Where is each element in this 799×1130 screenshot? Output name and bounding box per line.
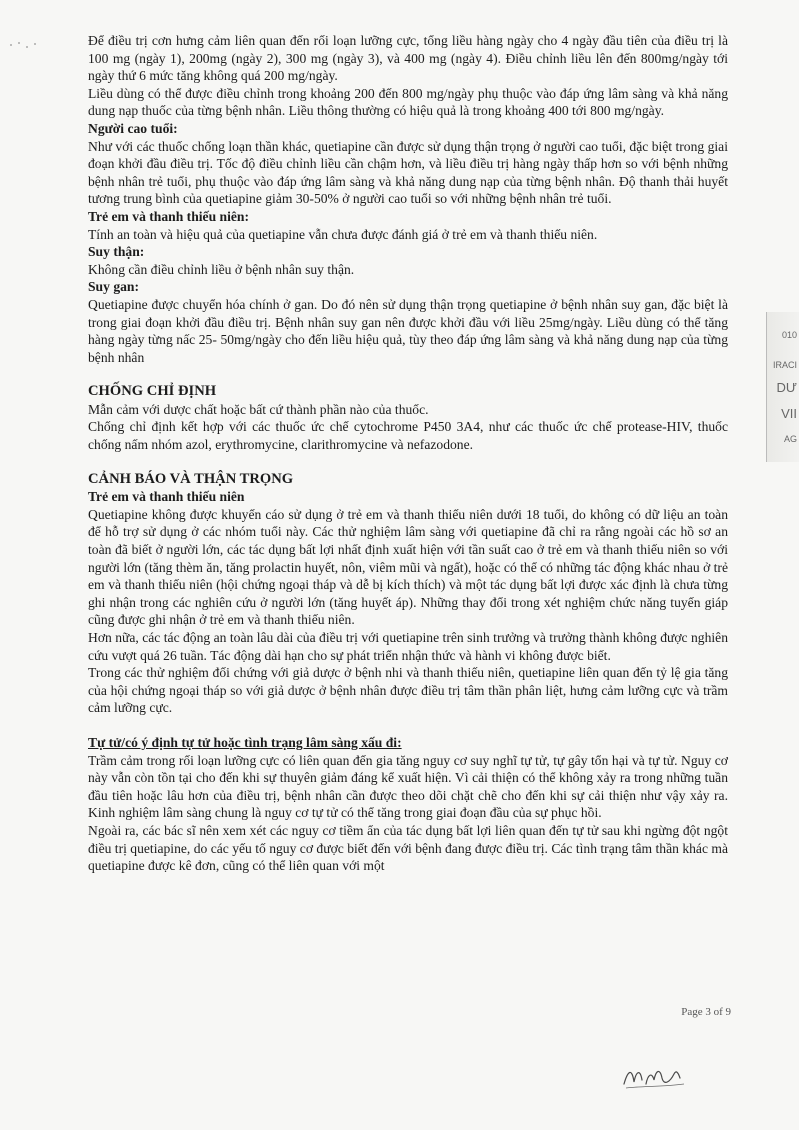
scan-speckles — [8, 40, 48, 54]
renal-text: Không cần điều chỉnh liều ở bệnh nhân suy thận. — [88, 261, 355, 277]
renal-heading: Suy thận: — [88, 244, 145, 260]
bipolar-mania-paragraph-1: Để điều trị cơn hưng cảm liên quan đến rối loạn lưỡng cực, tổng liều hàng ngày cho 4 ngày đầu tiên của điều trị là 100 mg (ngày 1), 200mg (ngày 2), 300 mg (ngày 3), và 400 mg (ngày 4). Điều chỉnh liều lên đến 800mg/ngày tới ngày thứ 6 mức tăng không quá 200 mg/ngày. — [88, 33, 728, 84]
bipolar-mania-paragraph-2: Liều dùng có thể được điều chỉnh trong khoảng 200 đến 800 mg/ngày phụ thuộc vào đáp ứng lâm sàng và khả năng dung nạp thuốc của từng bệnh nhân. Liều thông thường có hiệu quả là trong khoảng 400 tới 800 mg/ngày. — [88, 85, 728, 119]
warnings-children-heading: Trẻ em và thanh thiếu niên — [88, 489, 245, 505]
children-heading: Trẻ em và thanh thiếu niên: — [88, 208, 249, 224]
edge-fragment: IRACI — [772, 360, 797, 370]
warnings-paragraph-1: Quetiapine không được khuyến cáo sử dụng ở trẻ em và thanh thiếu niên dưới 18 tuổi, do không có dữ liệu an toàn để hỗ trợ sử dụng ở các nhóm tuổi này. Các thử nghiệm lâm sàng với quetiapine đã chỉ ra rằng ngoài các hồ sơ an toàn đã biết ở người lớn, các tác dụng bất lợi nhất định xuất hiện với tần suất cao ở trẻ em và thanh thiếu niên so với người lớn (tăng thèm ăn, tăng prolactin huyết, nôn, viêm mũi và ngất), hoặc có thể có những tác động khác nhau ở trẻ em và thanh thiếu niên (hội chứng ngoại tháp và dễ bị kích thích) và một tác dụng bất lợi được xác định là chưa từng ghi nhận trong các nghiên cứu ở người lớn (tăng huyết áp). Những thay đổi trong xét nghiệm chức năng tuyến giáp cũng được ghi nhận ở trẻ em và thanh thiếu niên. — [88, 506, 728, 628]
elderly-heading: Người cao tuổi: — [88, 120, 178, 136]
page-number: Page 3 of 9 — [681, 1006, 731, 1018]
edge-fragment: DƯ — [776, 380, 797, 395]
edge-fragment: AG — [783, 434, 797, 444]
contraindications-paragraph-2: Chống chỉ định kết hợp với các thuốc ức chế cytochrome P450 3A4, như các thuốc ức chế protease-HIV, thuốc chống nấm nhóm azol, erythromycine, clarithromycine và nefazodone. — [88, 419, 728, 453]
handwritten-signature — [618, 1058, 690, 1094]
children-text: Tính an toàn và hiệu quả của quetiapine vẫn chưa được đánh giá ở trẻ em và thanh thiếu niên. — [88, 226, 598, 242]
contraindications-paragraph-1: Mẫn cảm với dược chất hoặc bất cứ thành phần nào của thuốc. — [88, 401, 429, 417]
hepatic-text: Quetiapine được chuyển hóa chính ở gan. Do đó nên sử dụng thận trọng quetiapine ở bệnh nhân suy gan, đặc biệt là trong giai đoạn khởi đầu điều trị. Bệnh nhân suy gan nên được khởi đầu với liều 25mg/ngày. Liều dùng có thể tăng hàng ngày từng nấc 25- 50mg/ngày cho đến liều hiệu quả, tùy theo đáp ứng lâm sàng và khả năng dung nạp của từng bệnh nhân — [88, 296, 728, 365]
page-body — [88, 32, 728, 875]
suicide-paragraph-1: Trầm cảm trong rối loạn lưỡng cực có liên quan đến gia tăng nguy cơ suy nghĩ tự tử, tự gây tổn hại và tự tử. Nguy cơ này vẫn còn tồn tại cho đến khi sự thuyên giảm đáng kể xuất hiện. Vì cải thiện có thể không xảy ra trong những tuần đầu tiên hoặc lâu hơn của điều trị, bệnh nhân cần được theo dõi chặt chẽ cho đến khi sự cải thiện như vậy xảy ra. Kinh nghiệm lâm sàng chung là nguy cơ tự tử có thể tăng trong giai đoạn đầu của sự phục hồi. — [88, 752, 728, 821]
elderly-text: Như với các thuốc chống loạn thần khác, quetiapine cần được sử dụng thận trọng ở người cao tuổi, đặc biệt trong giai đoạn khởi đầu điều trị. Tốc độ điều chỉnh liều cần chậm hơn, và liều điều trị hàng ngày thấp hơn so với bệnh những bệnh nhân trẻ tuổi, phụ thuộc vào đáp ứng lâm sàng và khả năng dung nạp của từng bệnh nhân. Độ thanh thải huyết tương trung bình của quetiapine giảm 30-50% ở người cao tuổi so với những bệnh nhân trẻ tuổi. — [88, 138, 728, 207]
contraindications-heading: CHỐNG CHỈ ĐỊNH — [88, 383, 217, 400]
suicide-heading: Tự tử/có ý định tự tử hoặc tình trạng lâm sàng xấu đi: — [88, 734, 402, 750]
adjacent-page-edge — [766, 312, 799, 462]
hepatic-heading: Suy gan: — [88, 279, 139, 295]
warnings-paragraph-2: Hơn nữa, các tác động an toàn lâu dài của điều trị với quetiapine trên sinh trưởng và trưởng thành không được nghiên cứu vượt quá 26 tuần. Tác động dài hạn cho sự phát triển nhận thức và hành vi không được biết. — [88, 630, 728, 663]
warnings-heading: CẢNH BÁO VÀ THẬN TRỌNG — [88, 470, 294, 487]
warnings-paragraph-3: Trong các thử nghiệm đối chứng với giả dược ở bệnh nhi và thanh thiếu niên, quetiapine liên quan đến tỷ lệ gia tăng của hội chứng ngoại tháp so với giả dược ở bệnh nhân được điều trị tâm thần phân liệt, hưng cảm lưỡng cực và trầm cảm lưỡng cực. — [88, 665, 728, 716]
edge-fragment: VII — [781, 406, 797, 421]
suicide-paragraph-2: Ngoài ra, các bác sĩ nên xem xét các nguy cơ tiềm ẩn của tác dụng bất lợi liên quan đến tự tử sau khi ngừng đột ngột điều trị quetiapine, do các yếu tố nguy cơ được biết đến với bệnh đang được điều trị. Các tình trạng tâm thần khác mà quetiapine được kê đơn, cũng có thể liên quan với một — [88, 822, 728, 874]
edge-fragment: 010 — [781, 330, 797, 340]
